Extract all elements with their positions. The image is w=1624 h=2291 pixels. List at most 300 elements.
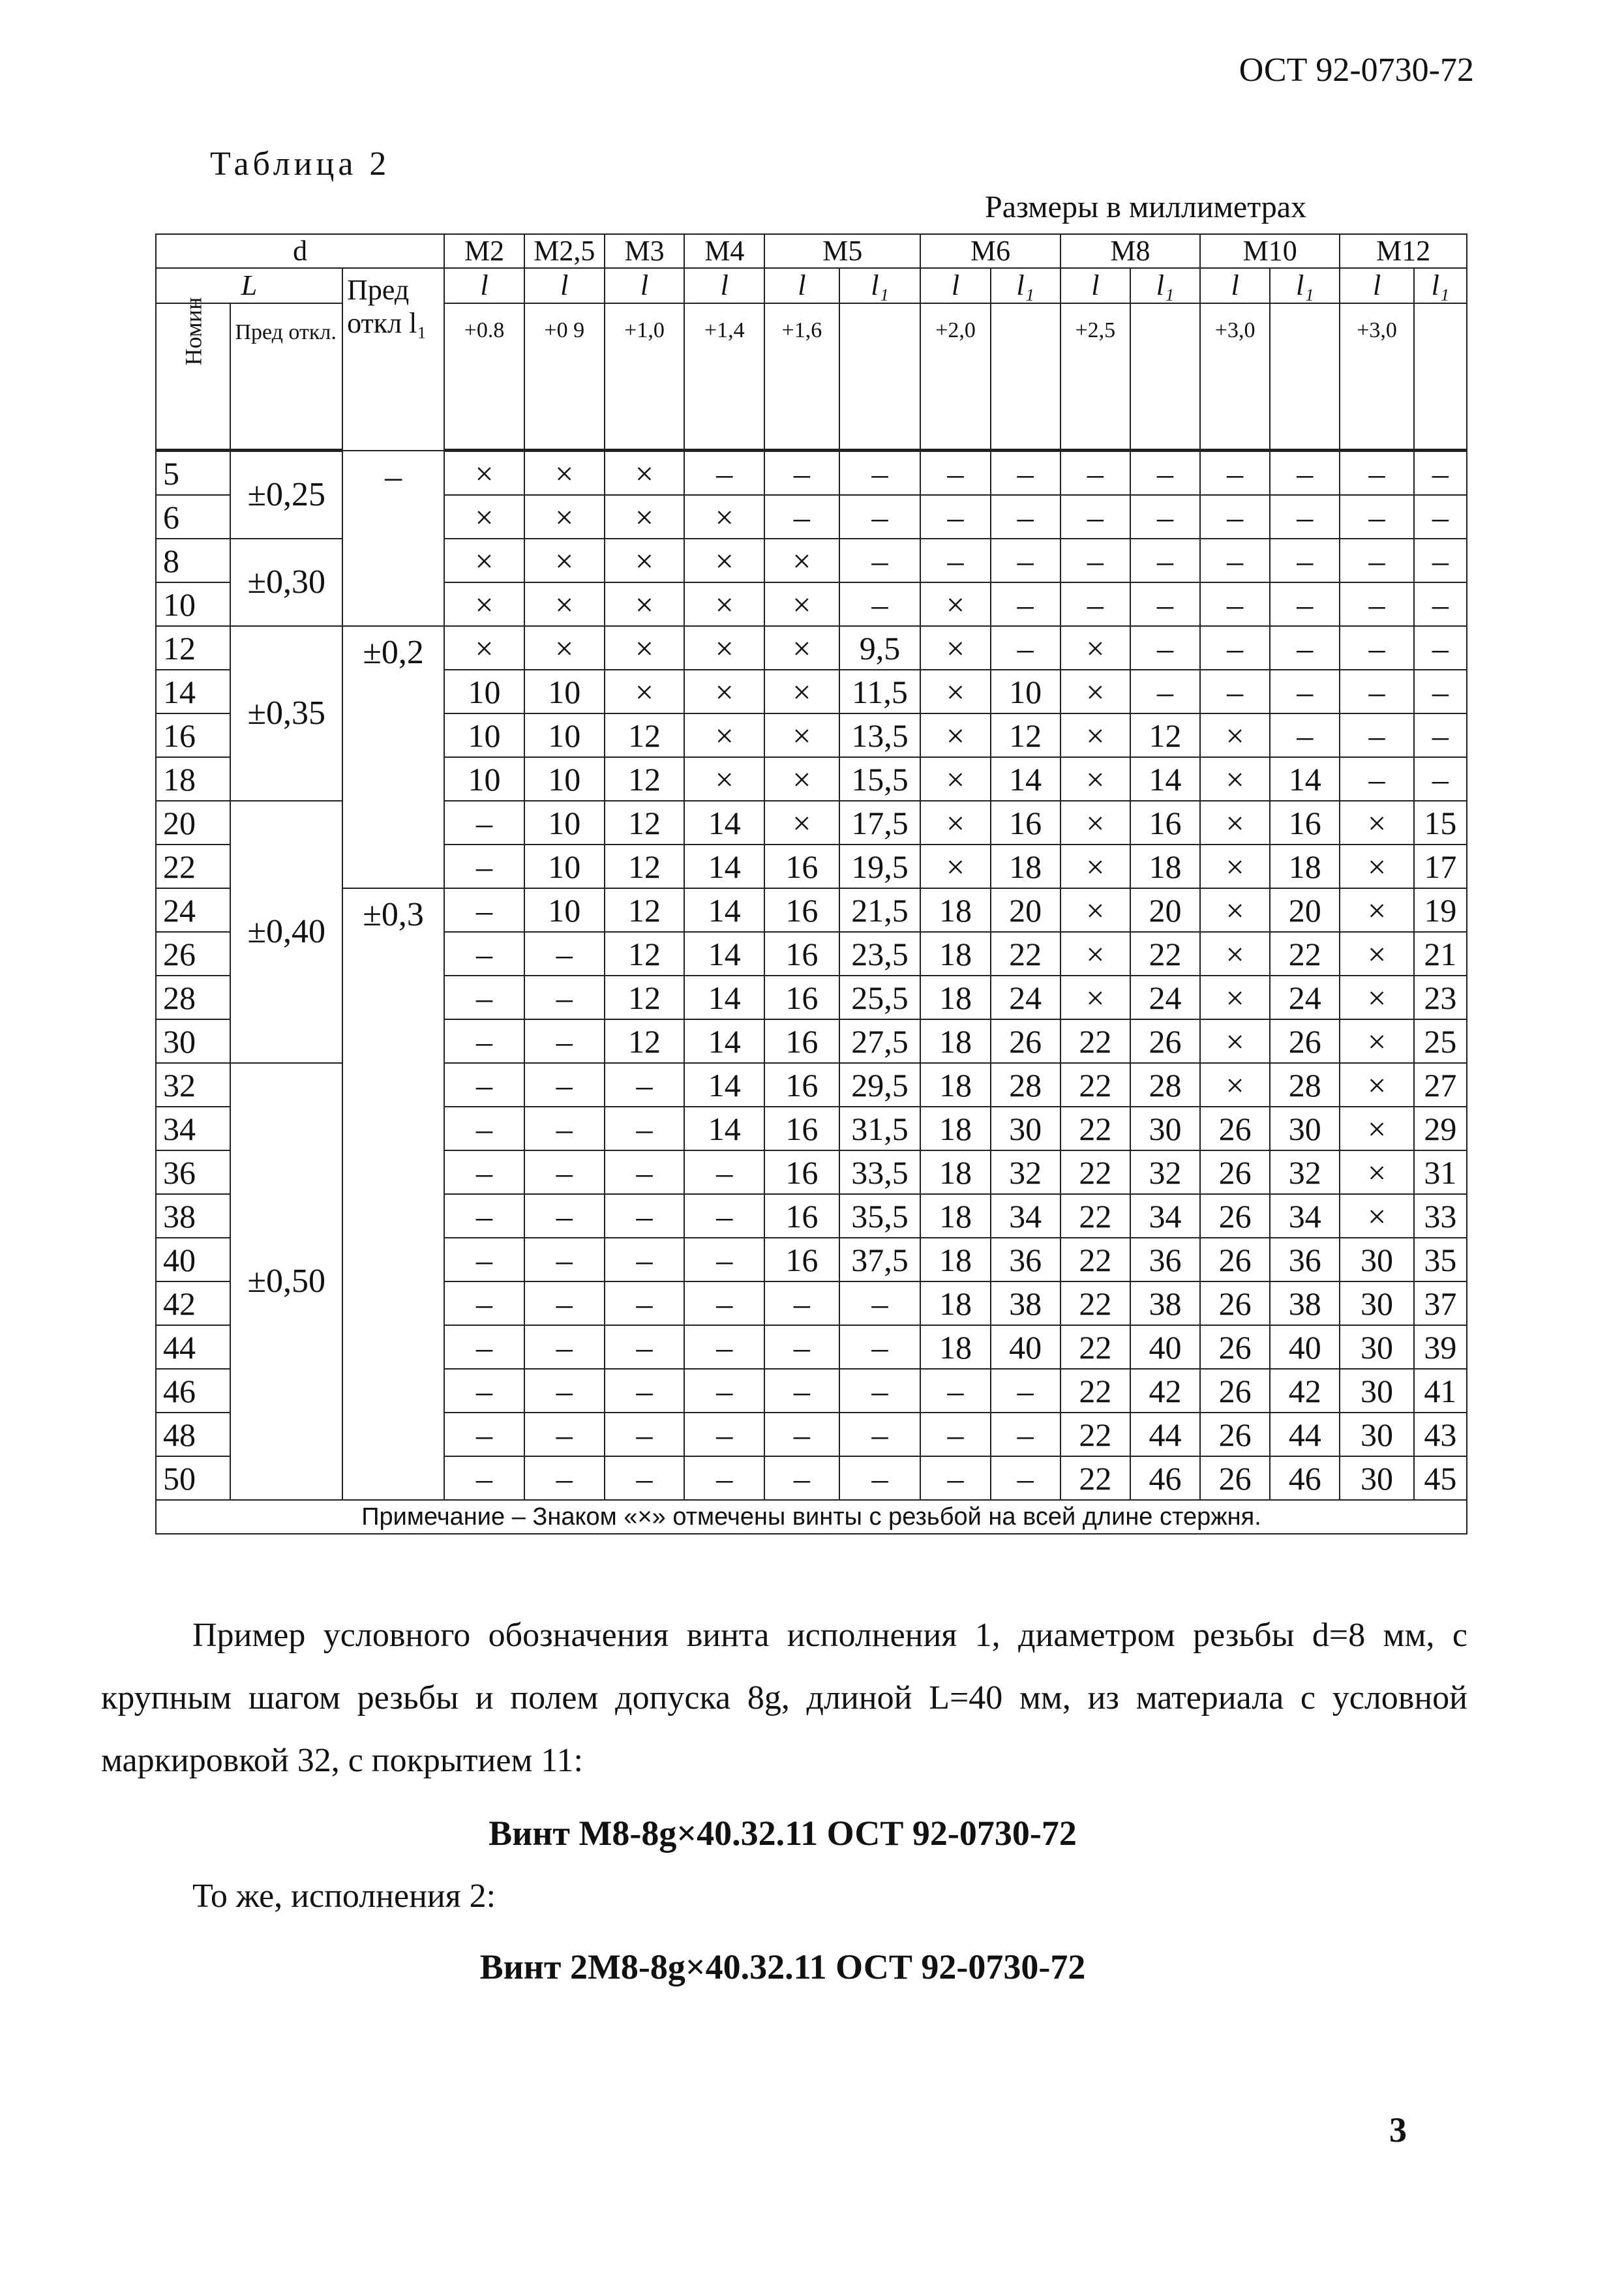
value-cell: – <box>444 1369 524 1413</box>
value-cell: × <box>920 626 990 670</box>
length-tolerance: ±0,30 <box>230 539 342 626</box>
value-cell: × <box>920 582 990 626</box>
value-cell: × <box>1340 801 1413 845</box>
value-cell: 14 <box>1130 757 1200 801</box>
value-cell: 42 <box>1130 1369 1200 1413</box>
header-empty <box>991 303 1060 451</box>
value-cell: × <box>764 626 839 670</box>
value-cell: – <box>605 1107 685 1150</box>
value-cell: 12 <box>605 801 685 845</box>
row-length: 20 <box>156 801 230 845</box>
value-cell: – <box>605 1281 685 1325</box>
value-cell: × <box>920 801 990 845</box>
value-cell: 18 <box>920 932 990 976</box>
value-cell: × <box>764 801 839 845</box>
value-cell: 16 <box>764 976 839 1019</box>
value-cell: – <box>920 1456 990 1500</box>
value-cell: – <box>1060 451 1130 496</box>
value-cell: × <box>605 582 685 626</box>
value-cell: – <box>444 932 524 976</box>
value-cell: – <box>444 1456 524 1500</box>
value-cell: – <box>839 1413 921 1456</box>
value-cell: – <box>1414 495 1467 539</box>
value-cell: – <box>991 626 1060 670</box>
value-cell: 12 <box>605 976 685 1019</box>
value-cell: – <box>524 1019 605 1063</box>
value-cell: 14 <box>684 801 764 845</box>
header-size: M8 <box>1060 234 1200 268</box>
designation-1: Винт М8-8g×40.32.11 ОСТ 92-0730-72 <box>489 1814 1077 1853</box>
value-cell: – <box>605 1369 685 1413</box>
header-l1: l₁ <box>991 268 1060 303</box>
value-cell: 33 <box>1414 1194 1467 1238</box>
value-cell: 16 <box>764 1238 839 1281</box>
value-cell: × <box>1060 626 1130 670</box>
value-cell: 17 <box>1414 845 1467 888</box>
value-cell: 36 <box>991 1238 1060 1281</box>
value-cell: 16 <box>764 1019 839 1063</box>
value-cell: 22 <box>1270 932 1340 976</box>
units-note: Размеры в миллиметрах <box>985 190 1307 224</box>
row-length: 44 <box>156 1325 230 1369</box>
value-cell: × <box>1060 713 1130 757</box>
header-l-tolerance-value: +0 9 <box>524 303 605 451</box>
value-cell: – <box>1200 582 1270 626</box>
value-cell: 10 <box>444 670 524 713</box>
value-cell: 26 <box>1200 1456 1270 1500</box>
value-cell: 19 <box>1414 888 1467 932</box>
header-l-tolerance-value: +1,6 <box>764 303 839 451</box>
value-cell: × <box>524 582 605 626</box>
row-length: 8 <box>156 539 230 582</box>
row-length: 36 <box>156 1150 230 1194</box>
value-cell: 38 <box>991 1281 1060 1325</box>
table-row <box>156 888 1467 932</box>
value-cell: – <box>524 1150 605 1194</box>
value-cell: 37,5 <box>839 1238 921 1281</box>
value-cell: × <box>684 539 764 582</box>
value-cell: × <box>764 713 839 757</box>
header-l: l <box>524 268 605 303</box>
row-length: 48 <box>156 1413 230 1456</box>
value-cell: – <box>1200 626 1270 670</box>
value-cell: – <box>991 539 1060 582</box>
example-paragraph <box>101 1604 1467 1792</box>
value-cell: 14 <box>1270 757 1340 801</box>
value-cell: – <box>1270 582 1340 626</box>
value-cell: 15,5 <box>839 757 921 801</box>
header-size: M4 <box>684 234 764 268</box>
value-cell: 28 <box>1130 1063 1200 1107</box>
value-cell: 12 <box>605 932 685 976</box>
value-cell: 30 <box>1340 1325 1413 1369</box>
value-cell: 18 <box>920 1107 990 1150</box>
value-cell: × <box>1340 888 1413 932</box>
value-cell: – <box>839 451 921 496</box>
header-l-tolerance-value: +3,0 <box>1200 303 1270 451</box>
value-cell: – <box>1270 539 1340 582</box>
value-cell: 14 <box>991 757 1060 801</box>
header-l1-tolerance: Пред откл l₁ <box>342 268 444 451</box>
value-cell: – <box>684 1238 764 1281</box>
value-cell: – <box>1130 582 1200 626</box>
value-cell: – <box>1270 626 1340 670</box>
value-cell: 22 <box>1060 1238 1130 1281</box>
row-length: 42 <box>156 1281 230 1325</box>
value-cell: 43 <box>1414 1413 1467 1456</box>
value-cell: 20 <box>1130 888 1200 932</box>
value-cell: 14 <box>684 976 764 1019</box>
value-cell: 22 <box>1060 1063 1130 1107</box>
value-cell: 22 <box>1060 1019 1130 1063</box>
value-cell: × <box>605 670 685 713</box>
value-cell: 26 <box>1200 1325 1270 1369</box>
value-cell: × <box>684 670 764 713</box>
value-cell: – <box>1414 451 1467 496</box>
value-cell: – <box>839 1369 921 1413</box>
value-cell: 21,5 <box>839 888 921 932</box>
value-cell: – <box>1414 713 1467 757</box>
value-cell: × <box>524 495 605 539</box>
value-cell: – <box>605 1063 685 1107</box>
value-cell: 10 <box>524 713 605 757</box>
value-cell: – <box>444 801 524 845</box>
value-cell: 27,5 <box>839 1019 921 1063</box>
value-cell: 10 <box>524 670 605 713</box>
value-cell: 18 <box>991 845 1060 888</box>
value-cell: × <box>920 757 990 801</box>
value-cell: – <box>684 1281 764 1325</box>
value-cell: 10 <box>524 757 605 801</box>
value-cell: 10 <box>444 713 524 757</box>
value-cell: × <box>444 539 524 582</box>
header-l1: l₁ <box>1270 268 1340 303</box>
value-cell: 16 <box>764 1063 839 1107</box>
value-cell: – <box>524 976 605 1019</box>
value-cell: – <box>1340 713 1413 757</box>
header-size: M2 <box>444 234 524 268</box>
value-cell: × <box>1200 801 1270 845</box>
l1-tolerance: ±0,2 <box>342 626 444 888</box>
value-cell: – <box>684 1456 764 1500</box>
value-cell: × <box>764 582 839 626</box>
length-tolerance: ±0,50 <box>230 1063 342 1500</box>
value-cell: 40 <box>991 1325 1060 1369</box>
value-cell: – <box>839 1456 921 1500</box>
value-cell: 37 <box>1414 1281 1467 1325</box>
value-cell: 16 <box>764 845 839 888</box>
value-cell: – <box>1340 626 1413 670</box>
value-cell: 40 <box>1270 1325 1340 1369</box>
value-cell: 24 <box>1130 976 1200 1019</box>
value-cell: – <box>920 1369 990 1413</box>
value-cell: 22 <box>1060 1281 1130 1325</box>
value-cell: – <box>764 1456 839 1500</box>
value-cell: – <box>1340 451 1413 496</box>
value-cell: – <box>524 1107 605 1150</box>
value-cell: – <box>1340 757 1413 801</box>
value-cell: × <box>684 626 764 670</box>
value-cell: – <box>991 1369 1060 1413</box>
value-cell: – <box>920 451 990 496</box>
value-cell: × <box>1060 976 1130 1019</box>
row-length: 34 <box>156 1107 230 1150</box>
value-cell: 31,5 <box>839 1107 921 1150</box>
value-cell: – <box>524 1281 605 1325</box>
header-l: l <box>684 268 764 303</box>
value-cell: 16 <box>764 1107 839 1150</box>
value-cell: 44 <box>1270 1413 1340 1456</box>
header-l: l <box>605 268 685 303</box>
row-length: 14 <box>156 670 230 713</box>
value-cell: – <box>524 1369 605 1413</box>
value-cell: – <box>444 976 524 1019</box>
value-cell: 32 <box>1270 1150 1340 1194</box>
value-cell: 25,5 <box>839 976 921 1019</box>
value-cell: × <box>1200 713 1270 757</box>
value-cell: × <box>1340 845 1413 888</box>
header-empty <box>1414 303 1467 451</box>
value-cell: – <box>524 1456 605 1500</box>
value-cell: × <box>605 539 685 582</box>
value-cell: – <box>444 888 524 932</box>
page-number: 3 <box>1389 2110 1407 2149</box>
header-size: M3 <box>605 234 685 268</box>
value-cell: 44 <box>1130 1413 1200 1456</box>
value-cell: – <box>444 845 524 888</box>
value-cell: 32 <box>991 1150 1060 1194</box>
value-cell: 42 <box>1270 1369 1340 1413</box>
value-cell: 29,5 <box>839 1063 921 1107</box>
value-cell: – <box>991 495 1060 539</box>
screw-dimensions-table <box>155 233 1467 1535</box>
value-cell: 26 <box>1200 1238 1270 1281</box>
header-size: M5 <box>764 234 920 268</box>
l1-tolerance: ±0,3 <box>342 888 444 1500</box>
value-cell: 21 <box>1414 932 1467 976</box>
value-cell: – <box>839 495 921 539</box>
value-cell: – <box>764 1325 839 1369</box>
value-cell: – <box>1414 757 1467 801</box>
value-cell: 22 <box>991 932 1060 976</box>
value-cell: – <box>764 1369 839 1413</box>
value-cell: 46 <box>1270 1456 1340 1500</box>
table-row <box>156 451 1467 496</box>
value-cell: – <box>764 451 839 496</box>
value-cell: – <box>684 1369 764 1413</box>
value-cell: – <box>1200 670 1270 713</box>
value-cell: × <box>764 670 839 713</box>
value-cell: 26 <box>1200 1150 1270 1194</box>
value-cell: 18 <box>1130 845 1200 888</box>
row-length: 50 <box>156 1456 230 1500</box>
header-l: l <box>1060 268 1130 303</box>
header-empty <box>1130 303 1200 451</box>
header-size: M10 <box>1200 234 1340 268</box>
value-cell: × <box>1060 932 1130 976</box>
value-cell: – <box>839 1325 921 1369</box>
value-cell: 18 <box>920 1238 990 1281</box>
value-cell: 30 <box>1340 1238 1413 1281</box>
value-cell: × <box>1200 757 1270 801</box>
value-cell: × <box>605 451 685 496</box>
value-cell: – <box>444 1063 524 1107</box>
value-cell: × <box>1200 845 1270 888</box>
header-l: l <box>1200 268 1270 303</box>
row-length: 16 <box>156 713 230 757</box>
row-length: 6 <box>156 495 230 539</box>
length-tolerance: ±0,25 <box>230 451 342 539</box>
value-cell: – <box>1060 539 1130 582</box>
value-cell: × <box>444 495 524 539</box>
value-cell: 12 <box>1130 713 1200 757</box>
value-cell: 14 <box>684 845 764 888</box>
header-l-tolerance-value: +3,0 <box>1340 303 1413 451</box>
value-cell: 18 <box>920 1325 990 1369</box>
value-cell: 36 <box>1270 1238 1340 1281</box>
value-cell: – <box>1060 582 1130 626</box>
value-cell: × <box>920 845 990 888</box>
designation-2: Винт 2М8-8g×40.32.11 ОСТ 92-0730-72 <box>479 1947 1086 1986</box>
value-cell: 10 <box>991 670 1060 713</box>
table-note: Примечание – Знаком «×» отмечены винты с резьбой на всей длине стержня. <box>156 1500 1467 1534</box>
value-cell: – <box>1130 539 1200 582</box>
value-cell: 10 <box>444 757 524 801</box>
value-cell: × <box>524 539 605 582</box>
value-cell: – <box>1340 670 1413 713</box>
value-cell: – <box>524 1063 605 1107</box>
value-cell: – <box>1130 451 1200 496</box>
value-cell: 12 <box>605 888 685 932</box>
row-length: 10 <box>156 582 230 626</box>
row-length: 24 <box>156 888 230 932</box>
value-cell: 18 <box>920 1194 990 1238</box>
value-cell: 22 <box>1130 932 1200 976</box>
value-cell: 34 <box>1270 1194 1340 1238</box>
value-cell: – <box>684 1413 764 1456</box>
value-cell: – <box>684 1194 764 1238</box>
value-cell: 22 <box>1060 1194 1130 1238</box>
header-d: d <box>156 234 444 268</box>
value-cell: 13,5 <box>839 713 921 757</box>
header-l1: l₁ <box>839 268 921 303</box>
value-cell: × <box>764 539 839 582</box>
value-cell: 27 <box>1414 1063 1467 1107</box>
value-cell: 14 <box>684 1063 764 1107</box>
header-l: l <box>444 268 524 303</box>
value-cell: – <box>991 1456 1060 1500</box>
value-cell: 16 <box>764 1150 839 1194</box>
header-l-tolerance-value: +2,5 <box>1060 303 1130 451</box>
value-cell: – <box>1414 670 1467 713</box>
value-cell: × <box>1200 976 1270 1019</box>
value-cell: 28 <box>1270 1063 1340 1107</box>
value-cell: 40 <box>1130 1325 1200 1369</box>
value-cell: × <box>1060 845 1130 888</box>
example-text: Пример условного обозначения винта исполнения 1, диаметром резьбы d=8 мм, с крупным шагом резьбы и полем допуска 8g, длиной L=40 мм, из материала с условной маркировкой 32, с покрытием 11: <box>101 1617 1467 1779</box>
value-cell: 26 <box>1200 1194 1270 1238</box>
value-cell: – <box>684 451 764 496</box>
value-cell: × <box>1060 757 1130 801</box>
value-cell: – <box>524 932 605 976</box>
header-l-tolerance-value: +1,0 <box>605 303 685 451</box>
value-cell: 20 <box>1270 888 1340 932</box>
value-cell: × <box>1200 888 1270 932</box>
header-l1: l₁ <box>1414 268 1467 303</box>
value-cell: 18 <box>920 1063 990 1107</box>
value-cell: 26 <box>1200 1413 1270 1456</box>
value-cell: 33,5 <box>839 1150 921 1194</box>
value-cell: – <box>1130 670 1200 713</box>
value-cell: × <box>605 626 685 670</box>
nominal-label: Номин <box>180 297 207 366</box>
value-cell: – <box>1200 539 1270 582</box>
row-length: 28 <box>156 976 230 1019</box>
value-cell: – <box>1414 582 1467 626</box>
value-cell: × <box>1340 1107 1413 1150</box>
value-cell: 26 <box>1200 1107 1270 1150</box>
value-cell: 9,5 <box>839 626 921 670</box>
value-cell: – <box>839 582 921 626</box>
value-cell: × <box>684 582 764 626</box>
value-cell: 18 <box>920 976 990 1019</box>
value-cell: 14 <box>684 1019 764 1063</box>
value-cell: 18 <box>920 1019 990 1063</box>
value-cell: × <box>605 495 685 539</box>
value-cell: 32 <box>1130 1150 1200 1194</box>
value-cell: × <box>524 626 605 670</box>
value-cell: 25 <box>1414 1019 1467 1063</box>
row-length: 22 <box>156 845 230 888</box>
row-length: 18 <box>156 757 230 801</box>
value-cell: 16 <box>764 1194 839 1238</box>
value-cell: – <box>1414 626 1467 670</box>
value-cell: × <box>920 670 990 713</box>
value-cell: 18 <box>920 888 990 932</box>
value-cell: × <box>1340 976 1413 1019</box>
value-cell: 22 <box>1060 1369 1130 1413</box>
value-cell: 38 <box>1130 1281 1200 1325</box>
value-cell: × <box>1340 1150 1413 1194</box>
value-cell: 16 <box>991 801 1060 845</box>
value-cell: × <box>920 713 990 757</box>
value-cell: 23 <box>1414 976 1467 1019</box>
value-cell: 26 <box>1130 1019 1200 1063</box>
value-cell: 35 <box>1414 1238 1467 1281</box>
value-cell: – <box>764 495 839 539</box>
value-cell: 38 <box>1270 1281 1340 1325</box>
value-cell: 16 <box>1130 801 1200 845</box>
value-cell: 35,5 <box>839 1194 921 1238</box>
value-cell: – <box>920 539 990 582</box>
value-cell: – <box>1060 495 1130 539</box>
value-cell: 12 <box>605 757 685 801</box>
value-cell: 12 <box>605 845 685 888</box>
value-cell: 20 <box>991 888 1060 932</box>
value-cell: – <box>605 1194 685 1238</box>
value-cell: – <box>524 1194 605 1238</box>
value-cell: × <box>444 451 524 496</box>
value-cell: × <box>1340 1063 1413 1107</box>
value-cell: – <box>1270 670 1340 713</box>
value-cell: – <box>1200 451 1270 496</box>
l1-tolerance: – <box>342 451 444 627</box>
value-cell: × <box>444 582 524 626</box>
value-cell: – <box>920 1413 990 1456</box>
same-execution-2: То же, исполнения 2: <box>192 1878 496 1915</box>
value-cell: 22 <box>1060 1150 1130 1194</box>
value-cell: 39 <box>1414 1325 1467 1369</box>
